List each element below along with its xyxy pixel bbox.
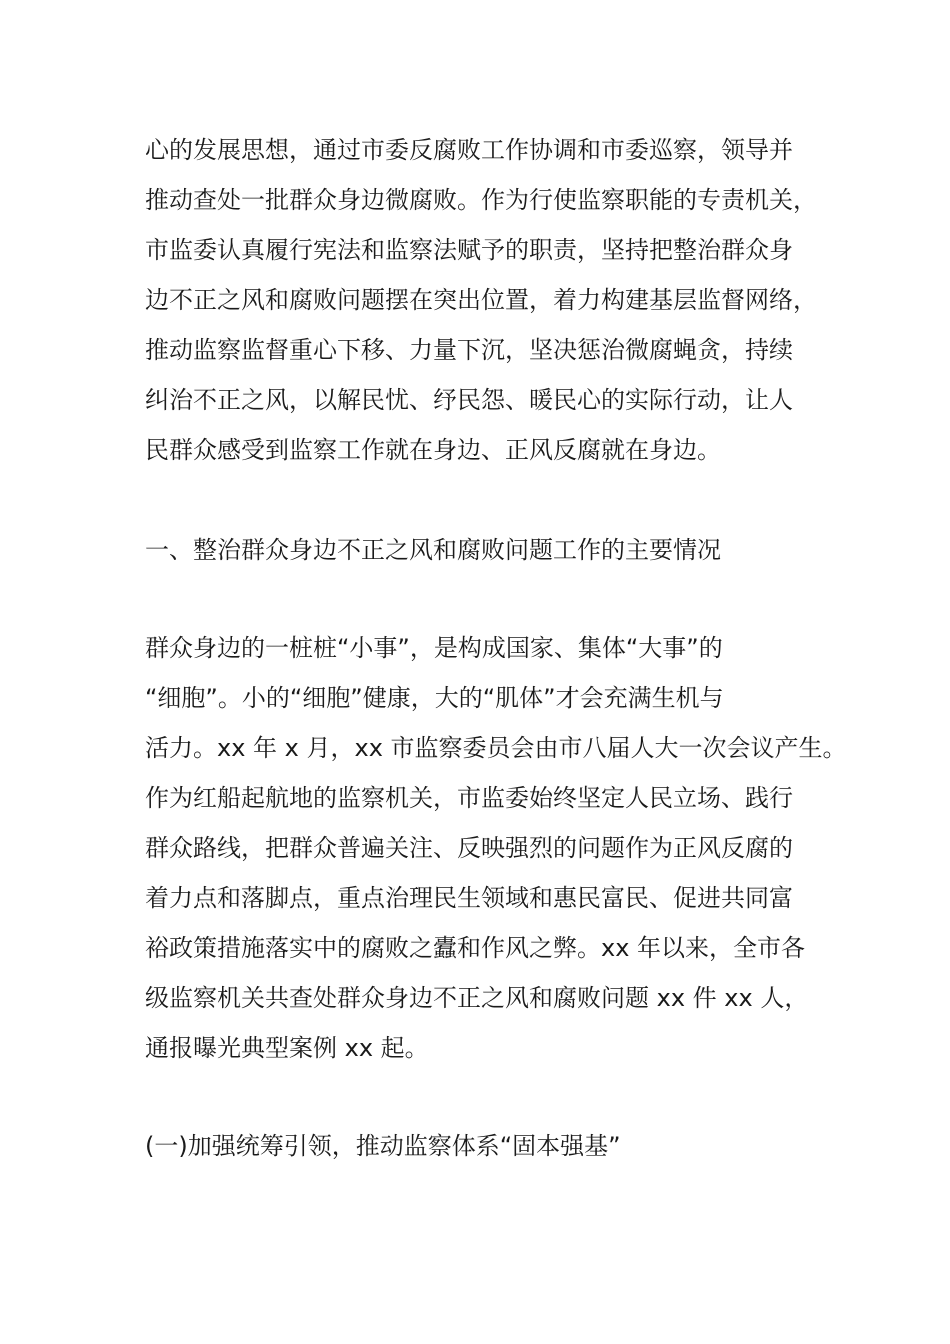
paragraph-line: 边不正之风和腐败问题摆在突出位置，着力构建基层监督网络， [145, 286, 817, 314]
subsection-heading: (一)加强统筹引领，推动监察体系“固本强基” [145, 1132, 621, 1160]
paragraph-line: 群众路线，把群众普遍关注、反映强烈的问题作为正风反腐的 [145, 834, 793, 862]
paragraph-line: 作为红船起航地的监察机关，市监委始终坚定人民立场、践行 [145, 784, 793, 812]
paragraph-line: “细胞”。小的“细胞”健康，大的“肌体”才会充满生机与 [145, 684, 724, 712]
paragraph-line: 推动查处一批群众身边微腐败。作为行使监察职能的专责机关， [145, 186, 817, 214]
paragraph-line: 纠治不正之风，以解民忧、纾民怨、暖民心的实际行动，让人 [145, 386, 793, 414]
paragraph-line: 推动监察监督重心下移、力量下沉，坚决惩治微腐蝇贪，持续 [145, 336, 793, 364]
paragraph-line: 裕政策措施落实中的腐败之蠹和作风之弊。xx 年以来，全市各 [145, 934, 806, 962]
paragraph-line: 心的发展思想，通过市委反腐败工作协调和市委巡察，领导并 [145, 136, 793, 164]
paragraph-line: 群众身边的一桩桩“小事”，是构成国家、集体“大事”的 [145, 634, 723, 662]
paragraph-line: 着力点和落脚点，重点治理民生领域和惠民富民、促进共同富 [145, 884, 793, 912]
paragraph-line: 级监察机关共查处群众身边不正之风和腐败问题 xx 件 xx 人， [145, 984, 809, 1012]
paragraph-line: 民群众感受到监察工作就在身边、正风反腐就在身边。 [145, 436, 721, 464]
paragraph-line: 活力。xx 年 x 月，xx 市监察委员会由市八届人大一次会议产生。 [145, 734, 847, 762]
paragraph-line: 市监委认真履行宪法和监察法赋予的职责，坚持把整治群众身 [145, 236, 793, 264]
section-heading: 一、整治群众身边不正之风和腐败问题工作的主要情况 [145, 536, 721, 564]
paragraph-line: 通报曝光典型案例 xx 起。 [145, 1034, 429, 1062]
